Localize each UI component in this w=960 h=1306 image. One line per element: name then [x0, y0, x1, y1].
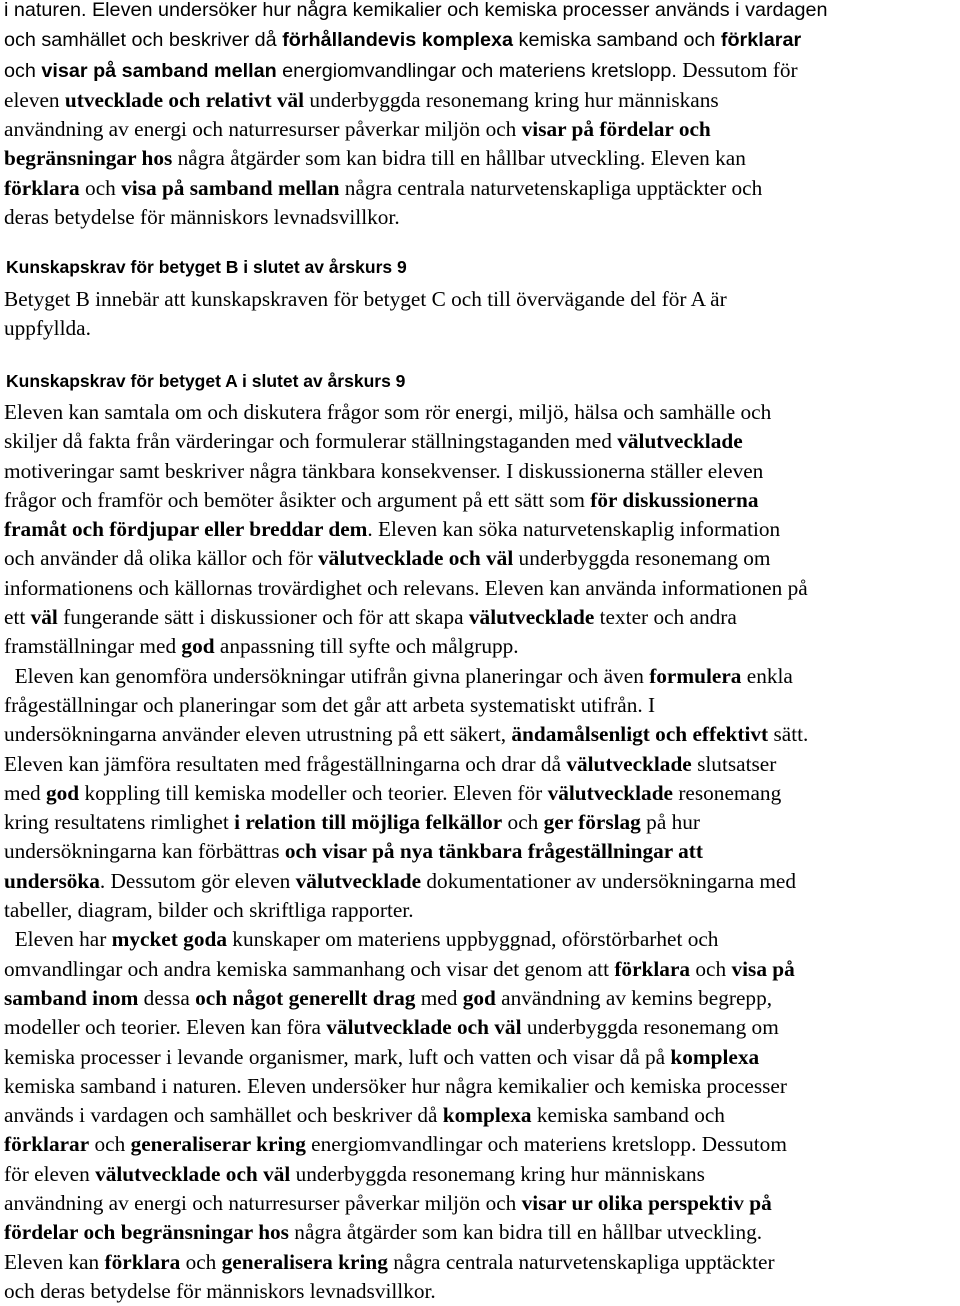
intro-paragraph: [4, 0, 828, 232]
bold-text-run: välutvecklade och väl: [326, 1015, 522, 1040]
text-run: omvandlingar och andra kemiska sammanhang och visar det genom att: [4, 956, 615, 981]
heading-grade-a: Kunskapskrav för betyget A i slutet av årskurs 9: [6, 371, 406, 391]
text-line: [4, 144, 828, 173]
text-run: dessa: [138, 985, 196, 1010]
text-run: resonemang: [673, 780, 782, 805]
text-line: [4, 1101, 808, 1130]
text-run: motiveringar samt beskriver några tänkbara konsekvenser. I diskussionerna ställer eleven: [4, 458, 764, 483]
text-run: användning av kemins begrepp,: [495, 985, 773, 1010]
text-run: frågeställningar och planeringar som det går att arbeta systematiskt utifrån. I: [4, 692, 656, 717]
text-run: Betyget B innebär att kunskapskraven för betyget C och till övervägande del för A är: [4, 287, 727, 311]
text-run: och samhället och beskriver då: [4, 29, 283, 52]
text-run: och: [502, 810, 544, 835]
text-run: för eleven: [4, 1161, 96, 1186]
text-run: kring resultatens rimlighet: [4, 810, 235, 835]
text-run: och använder då olika källor och för: [4, 546, 319, 571]
bold-text-run: begränsningar hos: [4, 146, 173, 171]
text-line: [4, 203, 828, 232]
text-line: [4, 1277, 808, 1306]
text-run: och: [690, 956, 732, 981]
text-run: och: [79, 175, 122, 200]
text-run: undersökningarna använder eleven utrustning på ett säkert,: [4, 722, 512, 747]
text-line: [4, 486, 808, 515]
text-run: frågor och framför och bemöter åsikter och argument på ett sätt som: [4, 487, 591, 512]
bold-text-run: välutvecklade: [295, 868, 422, 893]
text-run: kunskaper om materiens uppbyggnad, oförstörbarhet och: [226, 927, 719, 952]
heading-grade-b: Kunskapskrav för betyget B i slutet av årskurs 9: [6, 257, 407, 277]
text-run: eleven: [4, 87, 65, 112]
text-run: Eleven kan: [645, 146, 746, 171]
bold-text-run: fördelar och begränsningar hos: [4, 1220, 289, 1245]
text-run: användning av energi och naturresurser påverkar miljön och: [4, 117, 522, 142]
bold-text-run: framåt och fördjupar eller breddar dem: [4, 517, 368, 542]
text-run: dokumentationer av undersökningarna med: [421, 868, 797, 893]
text-line: [4, 314, 727, 343]
text-run: fungerande sätt i diskussioner och för att skapa: [57, 605, 469, 630]
text-run: tabeller, diagram, bilder och skriftliga rapporter.: [4, 898, 414, 923]
text-run: undersökningarna kan förbättras: [4, 839, 285, 864]
bold-text-run: förklarar: [4, 1132, 90, 1157]
text-run: underbyggda resonemang kring hur människans: [290, 1161, 705, 1186]
text-line: [4, 632, 808, 661]
text-run: koppling till kemiska modeller och teorier. Eleven för: [79, 780, 548, 805]
bold-text-run: välutvecklade och väl: [95, 1161, 291, 1186]
bold-text-run: förklara: [4, 175, 80, 200]
text-line: [4, 1043, 808, 1072]
text-line: [4, 0, 828, 25]
text-run: . Eleven kan söka naturvetenskaplig information: [367, 517, 781, 542]
bold-text-run: välutvecklade: [617, 429, 743, 454]
text-run: underbyggda resonemang kring hur människans: [304, 87, 719, 112]
bold-text-run: komplexa: [670, 1044, 760, 1069]
text-run: . Dessutom gör eleven: [99, 868, 296, 893]
text-run: underbyggda resonemang om: [513, 546, 771, 571]
text-run: Eleven kan genomföra undersökningar utifrån givna planeringar och även: [4, 663, 650, 688]
grade-a-paragraph: [4, 398, 808, 1306]
bold-text-run: för diskussionerna: [590, 487, 759, 512]
text-line: [4, 56, 828, 86]
text-line: [4, 1072, 808, 1101]
text-run: i naturen. Eleven undersöker hur några kemikalier och kemiska processer används i vardagen: [4, 0, 828, 21]
text-run: kemiska processer i levande organismer, mark, luft och vatten och visar då på: [4, 1044, 671, 1069]
text-line: [4, 285, 727, 314]
text-run: och: [89, 1132, 131, 1157]
text-run: på hur: [640, 810, 700, 835]
text-run: används i vardagen och samhället och beskriver då: [4, 1103, 443, 1128]
text-line: [4, 662, 808, 691]
text-line: [4, 896, 808, 925]
text-run: energiomvandlingar och materiens kretslopp.: [276, 59, 677, 82]
bold-text-run: mycket goda: [111, 927, 227, 952]
text-line: [4, 779, 808, 808]
text-line: [4, 174, 828, 203]
text-line: [4, 398, 808, 427]
text-run: några åtgärder som kan bidra till en hållbar utveckling.: [172, 146, 646, 171]
text-line: [4, 544, 808, 573]
text-line: [4, 574, 808, 603]
text-line: [4, 1189, 808, 1218]
text-line: [4, 427, 808, 456]
text-line: [4, 867, 808, 896]
bold-text-run: förklarar: [720, 29, 802, 52]
text-run: några åtgärder som kan bidra till en hållbar utveckling.: [288, 1220, 763, 1245]
text-run: Eleven har: [4, 927, 112, 952]
text-run: underbyggda resonemang om: [521, 1015, 779, 1040]
text-run: modeller och teorier. Eleven kan föra: [4, 1015, 327, 1040]
text-line: [4, 955, 808, 984]
text-run: deras betydelse för människors levnadsvillkor.: [4, 205, 400, 230]
text-line: [4, 750, 808, 779]
text-run: Eleven kan samtala om och diskutera frågor som rör energi, miljö, hälsa och samhälle och: [4, 400, 772, 424]
bold-text-run: och visar på nya tänkbara frågeställningar att: [284, 839, 703, 864]
text-run: med: [4, 780, 46, 805]
text-run: användning av energi och naturresurser påverkar miljön och: [4, 1191, 522, 1216]
bold-text-run: ger förslag: [543, 810, 641, 835]
text-line: [4, 837, 808, 866]
text-run: kemiska samband och: [531, 1103, 725, 1128]
bold-text-run: god: [46, 780, 80, 805]
text-run: texter och andra: [594, 605, 737, 630]
bold-text-run: komplexa: [442, 1103, 532, 1128]
text-run: Dessutom för: [676, 57, 798, 82]
text-run: framställningar med: [4, 634, 182, 659]
bold-text-run: och något generellt drag: [195, 985, 416, 1010]
bold-text-run: utvecklade och relativt väl: [64, 87, 305, 112]
text-line: [4, 1160, 808, 1189]
bold-text-run: god: [181, 634, 215, 659]
text-line: [4, 515, 808, 544]
bold-text-run: väl: [30, 605, 58, 630]
bold-text-run: välutvecklade: [566, 751, 692, 776]
text-run: uppfyllda.: [4, 316, 91, 341]
bold-text-run: välutvecklade: [547, 780, 673, 805]
text-run: några centrala naturvetenskapliga upptäckter och: [339, 175, 763, 200]
bold-text-run: formulera: [649, 663, 742, 688]
bold-text-run: visar ur olika perspektiv på: [521, 1191, 772, 1216]
bold-text-run: god: [462, 985, 496, 1010]
text-line: [4, 1130, 808, 1159]
text-run: energiomvandlingar och materiens kretslopp. Dessutom: [305, 1132, 787, 1157]
bold-text-run: förhållandevis komplexa: [282, 29, 514, 52]
bold-text-run: förklara: [104, 1249, 181, 1274]
text-line: [4, 457, 808, 486]
text-run: slutsatser: [691, 751, 777, 776]
text-run: sätt.: [768, 722, 809, 747]
bold-text-run: visar på samband mellan: [41, 59, 277, 82]
bold-text-run: generaliserar kring: [130, 1132, 306, 1157]
text-run: och: [180, 1249, 222, 1274]
text-run: ett: [4, 605, 31, 630]
text-line: [4, 925, 808, 954]
text-run: kemiska samband och: [513, 29, 721, 52]
grade-b-paragraph: [4, 285, 727, 344]
text-line: [4, 691, 808, 720]
text-run: skiljer då fakta från värderingar och formulerar ställningstaganden med: [4, 429, 618, 454]
text-run: informationens och källornas trovärdighet och relevans. Eleven kan använda informationen på: [4, 575, 808, 600]
bold-text-run: visar på fördelar och: [521, 117, 711, 142]
bold-text-run: i relation till möjliga felkällor: [234, 810, 503, 835]
bold-text-run: välutvecklade och väl: [318, 546, 514, 571]
text-run: några centrala naturvetenskapliga upptäckter: [387, 1249, 775, 1274]
text-run: kemiska samband i naturen. Eleven undersöker hur några kemikalier och kemiska processer: [4, 1073, 787, 1098]
text-line: [4, 984, 808, 1013]
bold-text-run: ändamålsenligt och effektivt: [511, 722, 769, 747]
text-line: [4, 720, 808, 749]
bold-text-run: undersöka: [4, 868, 100, 893]
text-run: Eleven kan: [4, 1249, 105, 1274]
text-run: med: [415, 985, 463, 1010]
bold-text-run: visa på samband mellan: [121, 175, 340, 200]
text-run: och: [4, 59, 42, 82]
bold-text-run: samband inom: [4, 985, 139, 1010]
text-line: [4, 86, 828, 115]
text-line: [4, 1218, 808, 1247]
text-line: [4, 1013, 808, 1042]
text-line: [4, 1248, 808, 1277]
text-line: [4, 25, 828, 55]
text-run: anpassning till syfte och målgrupp.: [214, 634, 519, 659]
bold-text-run: förklara: [614, 956, 691, 981]
text-line: [4, 808, 808, 837]
bold-text-run: välutvecklade: [468, 605, 595, 630]
text-line: [4, 603, 808, 632]
text-line: [4, 115, 828, 144]
text-run: och deras betydelse för människors levnadsvillkor.: [4, 1278, 436, 1303]
text-run: enkla: [741, 663, 793, 688]
bold-text-run: generalisera kring: [221, 1249, 388, 1274]
text-run: Eleven kan jämföra resultaten med frågeställningarna och drar då: [4, 751, 567, 776]
bold-text-run: visa på: [731, 956, 795, 981]
